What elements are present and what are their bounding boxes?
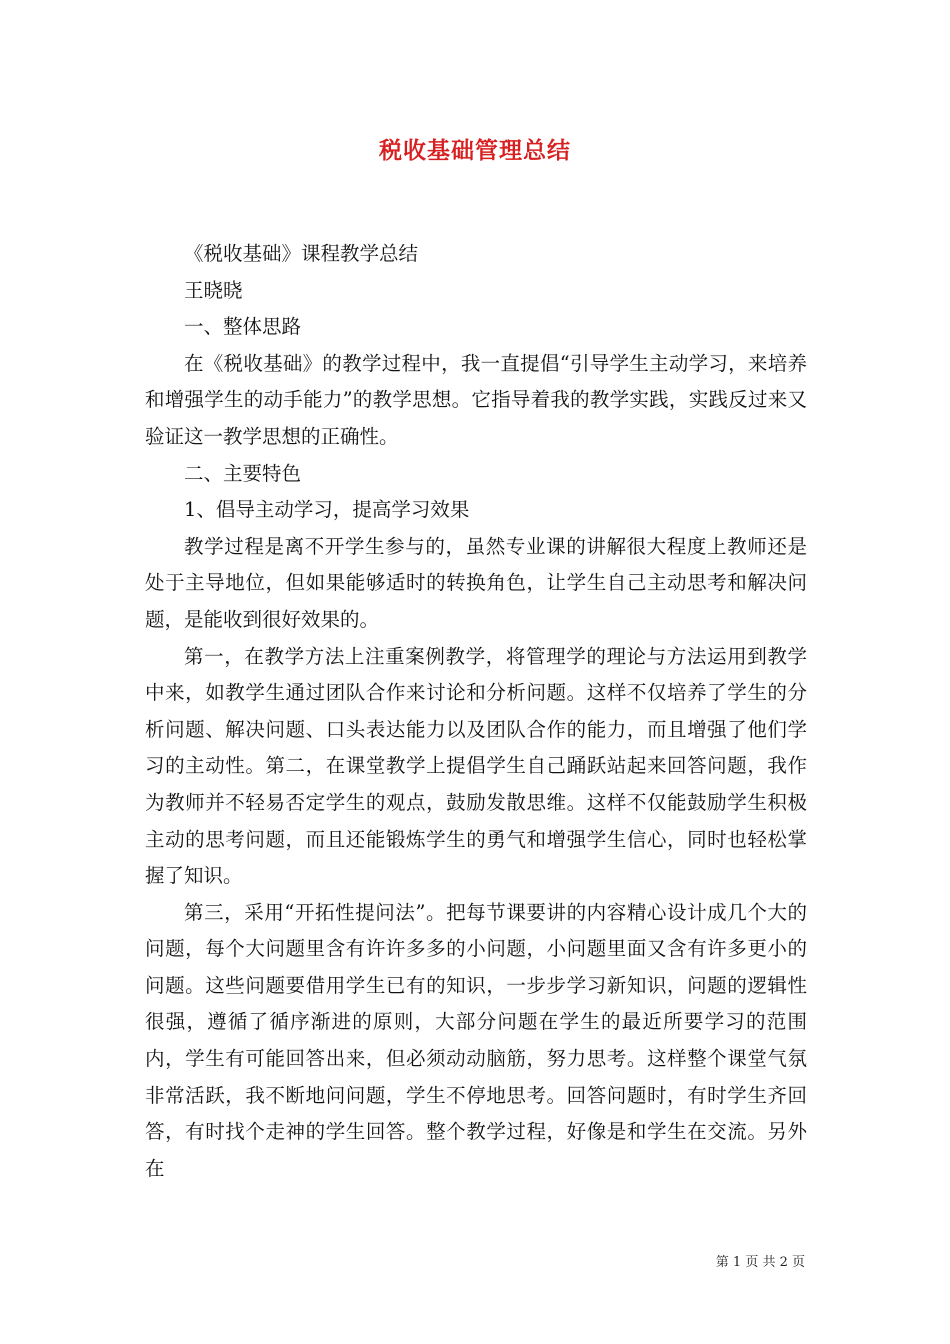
document-body <box>145 236 807 1187</box>
page-number: 第 1 页 共 2 页 <box>715 1255 805 1270</box>
section-heading-overall: 一、整体思路 <box>184 315 302 339</box>
author-name: 王晓晓 <box>184 278 243 302</box>
paragraph-overall: 在《税收基础》的教学过程中，我一直提倡“引导学生主动学习，来培养和增强学生的动手能力”的教学思想。它指导着我的教学实践，实践反过来又验证这一教学思想的正确性。 <box>145 351 807 448</box>
paragraph-third: 第三，采用“开拓性提问法”。把每节课要讲的内容精心设计成几个大的问题，每个大问题里含有许许多多的小问题，小问题里面又含有许多更小的问题。这些问题要借用学生已有的知识，一步步学习新知识，问题的逻辑性很强，遵循了循序渐进的原则，大部分问题在学生的最近所要学习的范围内，学生有可能回答出来，但必须动动脑筋，努力思考。这样整个课堂气氛非常活跃，我不断地问问题，学生不停地思考。回答问题时，有时学生齐回答，有时找个走神的学生回答。整个教学过程，好像是和学生在交流。另外在 <box>145 900 807 1180</box>
paragraph-participation: 教学过程是离不开学生参与的，虽然专业课的讲解很大程度上教师还是处于主导地位，但如果能够适时的转换角色，让学生自己主动思考和解决问题，是能收到很好效果的。 <box>145 534 807 631</box>
subsection-heading-1: 1、倡导主动学习，提高学习效果 <box>184 498 470 522</box>
section-heading-features: 二、主要特色 <box>184 461 302 485</box>
paragraph-first-second: 第一，在教学方法上注重案例教学，将管理学的理论与方法运用到教学中来，如教学生通过团队合作来讨论和分析问题。这样不仅培养了学生的分析问题、解决问题、口头表达能力以及团队合作的能力，而且增强了他们学习的主动性。第二，在课堂教学上提倡学生自己踊跃站起来回答问题，我作为教师并不轻易否定学生的观点，鼓励发散思维。这样不仅能鼓励学生积极主动的思考问题，而且还能锻炼学生的勇气和增强学生信心，同时也轻松掌握了知识。 <box>145 644 807 888</box>
course-heading: 《税收基础》课程教学总结 <box>184 242 419 265</box>
page-title: 税收基础管理总结 <box>379 137 571 164</box>
